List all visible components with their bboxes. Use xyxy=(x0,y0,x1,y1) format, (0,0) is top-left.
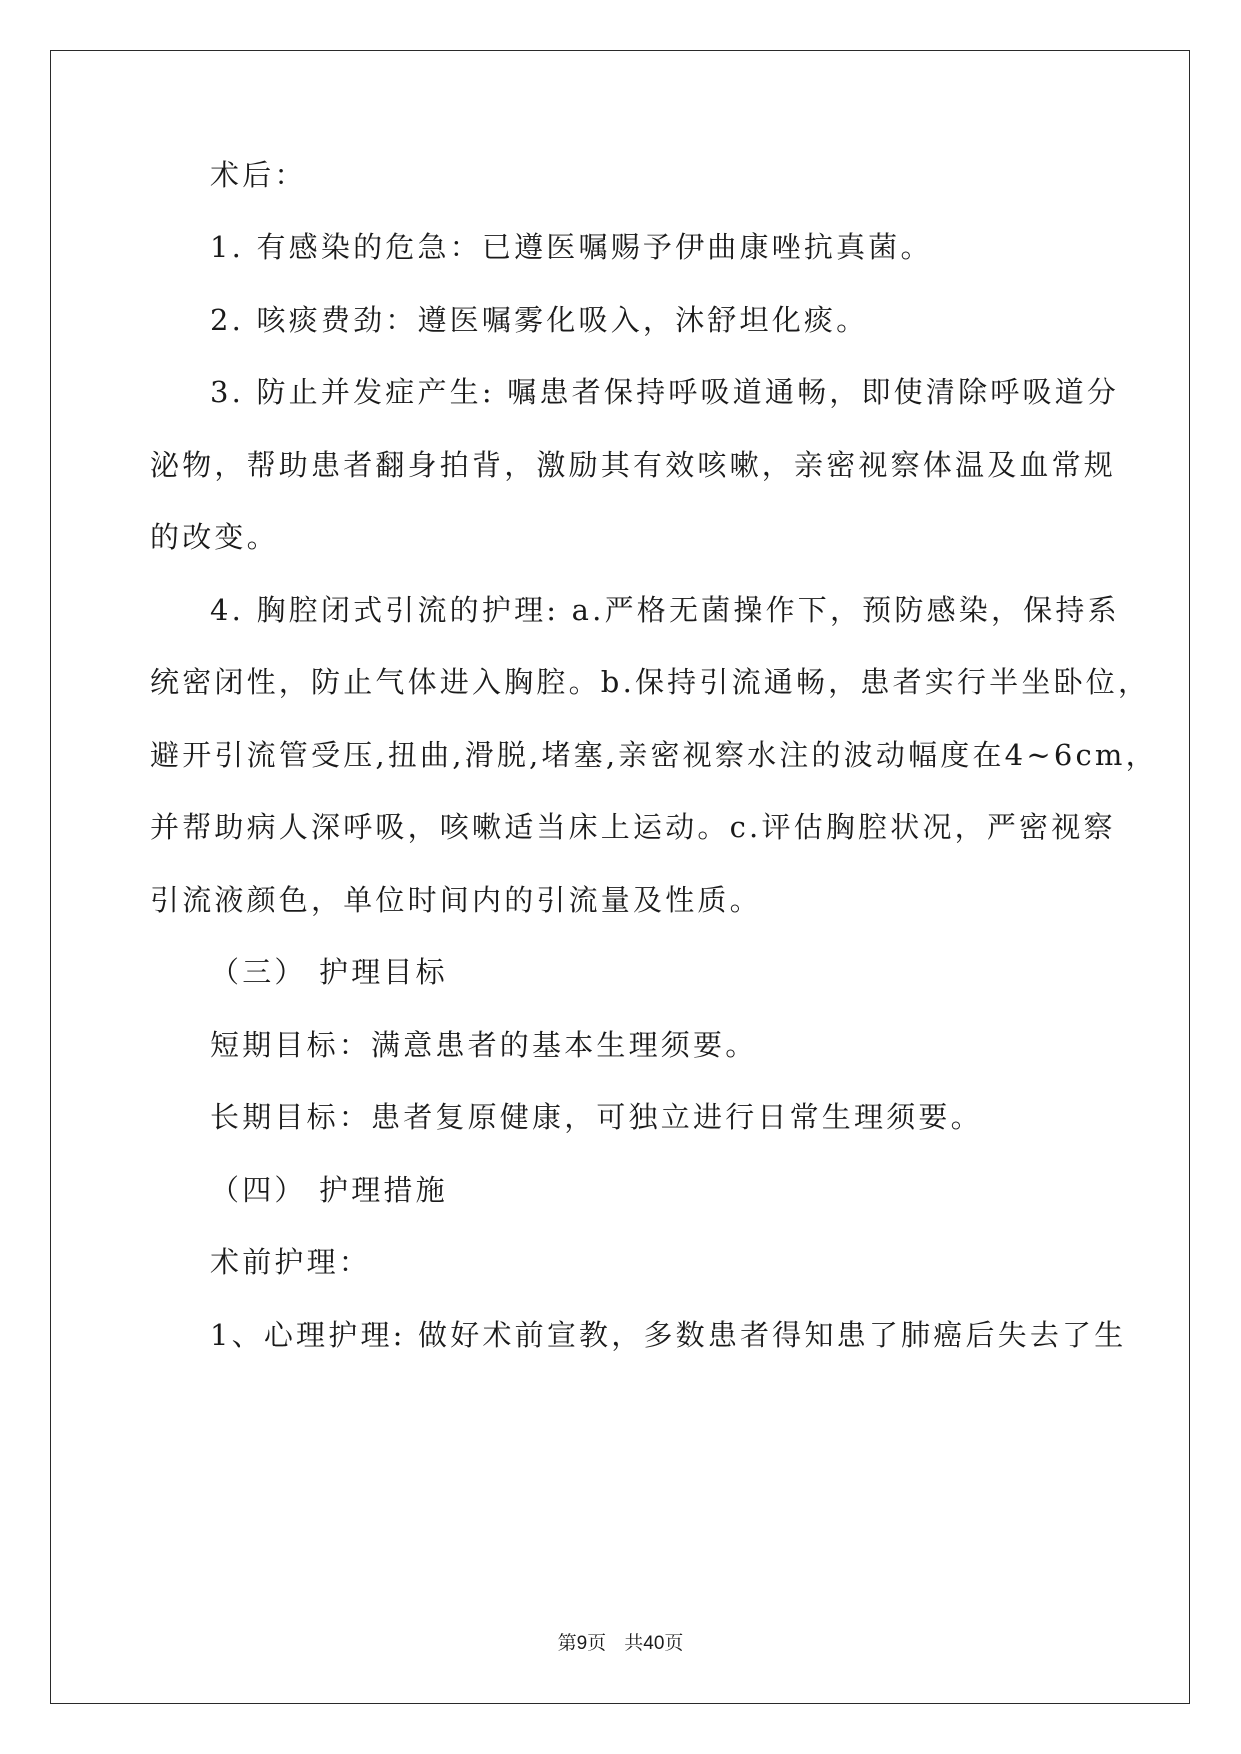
text-line: 3. 防止并发症产生: 嘱患者保持呼吸道通畅，即使清除呼吸道分 xyxy=(210,375,1120,409)
text-line: 统密闭性，防止气体进入胸腔。b.保持引流通畅，患者实行半坐卧位， xyxy=(150,665,1151,699)
text-line: 4. 胸腔闭式引流的护理: a.严格无菌操作下，预防感染，保持系 xyxy=(210,593,1120,627)
text-line: 2. 咳痰费劲：遵医嘱雾化吸入，沐舒坦化痰。 xyxy=(210,303,869,337)
section-heading: （三） 护理目标 xyxy=(210,955,448,989)
text-line: 1、心理护理: 做好术前宣教，多数患者得知患了肺癌后失去了生 xyxy=(210,1318,1127,1352)
text-line: 引流液颜色，单位时间内的引流量及性质。 xyxy=(150,883,762,917)
page-border xyxy=(50,50,1190,1704)
footer-suffix: 页 xyxy=(664,1632,684,1654)
text-line: 短期目标：满意患者的基本生理须要。 xyxy=(210,1028,758,1062)
text-line: 避开引流管受压,扭曲,滑脱,堵塞,亲密视察水注的波动幅度在4~6cm， xyxy=(150,738,1158,772)
text-line: 术前护理： xyxy=(210,1245,372,1279)
footer-prefix: 第 xyxy=(557,1632,577,1654)
text-line: 术后： xyxy=(210,158,307,192)
total-page-count: 40 xyxy=(643,1633,665,1654)
text-line: 长期目标：患者复原健康，可独立进行日常生理须要。 xyxy=(210,1100,983,1134)
current-page-number: 9 xyxy=(576,1633,588,1654)
page-footer xyxy=(0,1631,1241,1656)
text-line: 1. 有感染的危急：已遵医嘱赐予伊曲康唑抗真菌。 xyxy=(210,230,933,264)
section-heading: （四） 护理措施 xyxy=(210,1173,448,1207)
text-line: 的改变。 xyxy=(150,520,279,554)
text-line: 并帮助病人深呼吸，咳嗽适当床上运动。c.评估胸腔状况，严密视察 xyxy=(150,810,1116,844)
footer-mid: 页 共 xyxy=(587,1632,644,1654)
text-line: 泌物，帮助患者翻身拍背，激励其有效咳嗽，亲密视察体温及血常规 xyxy=(150,448,1117,482)
